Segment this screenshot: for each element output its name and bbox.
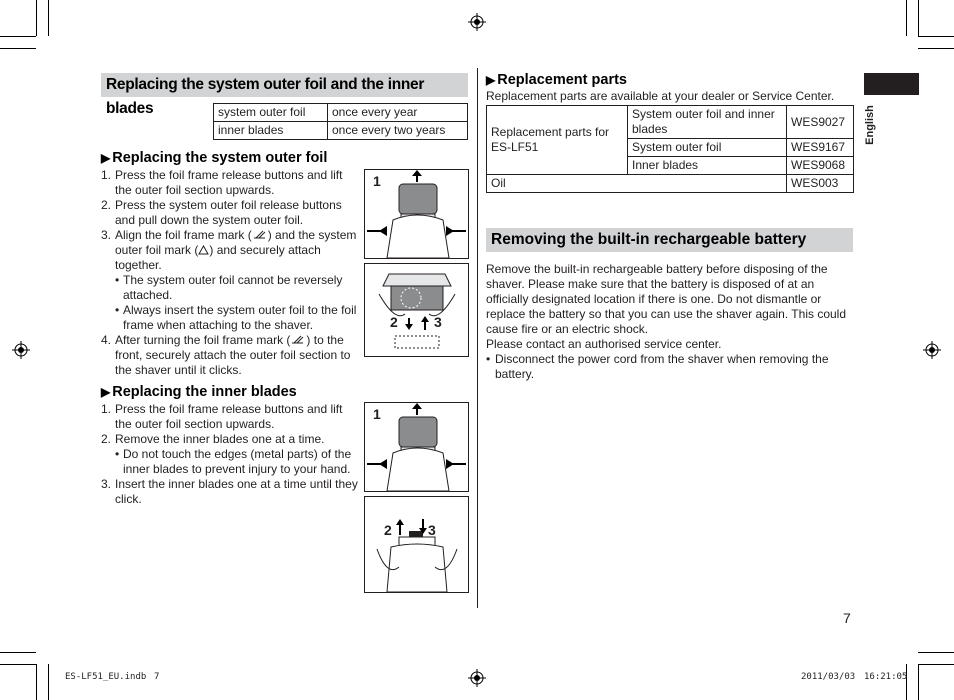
bullet-text: Always insert the system outer foil to the foil frame when attaching to the shaver. — [123, 303, 357, 332]
list-item — [101, 477, 359, 507]
figure-step-label: 3 — [428, 522, 436, 538]
footer-filename: ES-LF51_EU.indb — [65, 672, 147, 682]
step-number: 1. — [101, 402, 112, 416]
list-item: • Disconnect the power cord from the shaver when removing the battery. — [486, 352, 829, 381]
step-number: 3. — [101, 477, 112, 491]
foil-attach-illustration — [365, 264, 468, 356]
registration-mark-icon — [12, 341, 30, 359]
step-text: Press the system outer foil release buttons and pull down the system outer foil. — [115, 198, 342, 227]
part-code-cell: WES9027 — [787, 106, 854, 139]
crop-mark — [918, 0, 919, 36]
battery-contact: Please contact an authorised service center. — [486, 337, 722, 351]
replacement-parts-intro: Replacement parts are available at your dealer or Service Center. — [486, 89, 835, 103]
step-number: 4. — [101, 333, 112, 347]
list-item: • Do not touch the edges (metal parts) of the inner blades to prevent injury to your hand. — [115, 447, 352, 476]
step-text: After turning the foil frame mark ( — [115, 333, 291, 347]
bullet-text: Do not touch the edges (metal parts) of the inner blades to prevent injury to your hand. — [123, 447, 352, 476]
list-item — [101, 432, 359, 447]
replacement-parts-table — [486, 105, 854, 193]
step-text: ) and the system outer foil mark ( — [115, 228, 357, 257]
figure-inner-blades-step1 — [364, 402, 469, 492]
figure-step-label: 1 — [373, 406, 381, 422]
outer-foil-heading — [101, 150, 327, 166]
list-item — [101, 402, 359, 432]
battery-paragraph: Remove the built-in rechargeable battery before disposing of the shaver. Please make sure that the battery is disposed of at an officially designated location if there is one. Do not dismantle or replace the battery so that you can use the shaver again. This could cause fire or an electric shock. — [486, 262, 846, 336]
table-row — [214, 122, 468, 140]
registration-mark-icon — [468, 669, 486, 687]
triangle-bullet-icon: ▶ — [486, 73, 496, 87]
language-tab — [856, 100, 884, 150]
part-code-cell: WES9068 — [787, 157, 854, 175]
step-text: Insert the inner blades one at a time until they click. — [115, 477, 358, 506]
figure-step-label: 2 — [390, 314, 398, 330]
crop-mark — [36, 0, 37, 36]
inner-blade-removal-illustration — [365, 497, 468, 592]
crop-mark — [918, 652, 954, 653]
outer-foil-steps — [101, 168, 359, 378]
step-text: Remove the inner blades one at a time. — [115, 432, 325, 446]
column-divider — [477, 68, 478, 608]
inner-blades-heading-text: Replacing the inner blades — [112, 384, 297, 400]
battery-text — [486, 262, 848, 382]
language-tab-marker — [864, 73, 919, 95]
triangle-mark-icon — [198, 245, 209, 255]
page-number: 7 — [843, 610, 851, 626]
interval-table — [213, 103, 468, 140]
part-name-cell: Inner blades — [628, 157, 787, 175]
replacement-parts-heading — [486, 72, 627, 88]
crop-mark — [0, 664, 36, 665]
oil-code-cell: WES003 — [787, 175, 854, 193]
part-name-cell: System outer foil and inner blades — [628, 106, 787, 139]
step-number: 2. — [101, 198, 112, 212]
figure-inner-blades-step2-3 — [364, 496, 469, 593]
bullet-text: The system outer foil cannot be reversely attached. — [123, 273, 343, 302]
list-item — [101, 228, 359, 273]
crop-mark — [48, 0, 49, 36]
list-item — [101, 168, 359, 198]
list-item: • Always insert the system outer foil to the foil frame when attaching to the shaver. — [115, 303, 357, 332]
table-row — [214, 104, 468, 122]
oil-label-cell: Oil — [487, 175, 787, 193]
footer-time: 16:21:05 — [864, 672, 908, 682]
language-label: English — [864, 105, 876, 145]
interval-value-cell: once every two years — [328, 122, 468, 140]
registration-mark-icon — [923, 341, 941, 359]
foil-frame-mark-icon — [252, 229, 268, 240]
figure-step-label: 2 — [384, 522, 392, 538]
crop-mark — [0, 48, 36, 49]
section-title-replacing-foil-blades: Replacing the system outer foil and the inner blades — [101, 73, 468, 97]
crop-mark — [48, 664, 49, 700]
crop-mark — [36, 664, 37, 700]
part-code-cell: WES9167 — [787, 139, 854, 157]
outer-foil-heading-text: Replacing the system outer foil — [112, 150, 328, 166]
figure-outer-foil-step1 — [364, 169, 469, 259]
list-item — [101, 198, 359, 228]
table-row — [487, 175, 854, 193]
footer-date: 2011/03/03 — [801, 672, 856, 682]
section-title-battery: Removing the built-in rechargeable battery — [486, 228, 853, 252]
registration-mark-icon — [468, 13, 486, 31]
crop-mark — [0, 652, 36, 653]
interval-value-cell: once every year — [328, 104, 468, 122]
figure-outer-foil-step2-3 — [364, 263, 469, 357]
triangle-bullet-icon: ▶ — [101, 151, 111, 165]
interval-part-cell: system outer foil — [214, 104, 328, 122]
interval-part-cell: inner blades — [214, 122, 328, 140]
inner-blades-steps — [101, 402, 359, 507]
step-text: Press the foil frame release buttons and lift the outer foil section upwards. — [115, 168, 343, 197]
list-item — [101, 333, 359, 378]
crop-mark — [906, 664, 907, 700]
step-text: ) to the front, securely attach the outer foil section to the shaver until it clicks. — [115, 333, 351, 377]
crop-mark — [906, 0, 907, 36]
step-number: 2. — [101, 432, 112, 446]
inner-blades-heading — [101, 384, 297, 400]
bullet-text: Disconnect the power cord from the shaver when removing the battery. — [495, 352, 829, 381]
group-label-cell: Replacement parts for ES-LF51 — [487, 106, 628, 175]
triangle-bullet-icon: ▶ — [101, 385, 111, 399]
crop-mark — [918, 48, 954, 49]
crop-mark — [918, 664, 919, 700]
crop-mark — [918, 664, 954, 665]
part-name-cell: System outer foil — [628, 139, 787, 157]
step-text: Align the foil frame mark ( — [115, 228, 252, 242]
footer-file-page: 7 — [154, 672, 160, 682]
step-text: Press the foil frame release buttons and lift the outer foil section upwards. — [115, 402, 343, 431]
figure-step-label: 1 — [373, 173, 381, 189]
foil-frame-mark-icon — [290, 334, 306, 345]
list-item: • The system outer foil cannot be reversely attached. — [115, 273, 343, 302]
table-row — [487, 106, 854, 139]
replacement-parts-heading-text: Replacement parts — [497, 72, 627, 88]
crop-mark — [0, 36, 36, 37]
step-number: 3. — [101, 228, 112, 242]
figure-step-label: 3 — [434, 314, 442, 330]
step-text: ) and securely attach together. — [115, 243, 321, 272]
step-number: 1. — [101, 168, 112, 182]
crop-mark — [918, 36, 954, 37]
